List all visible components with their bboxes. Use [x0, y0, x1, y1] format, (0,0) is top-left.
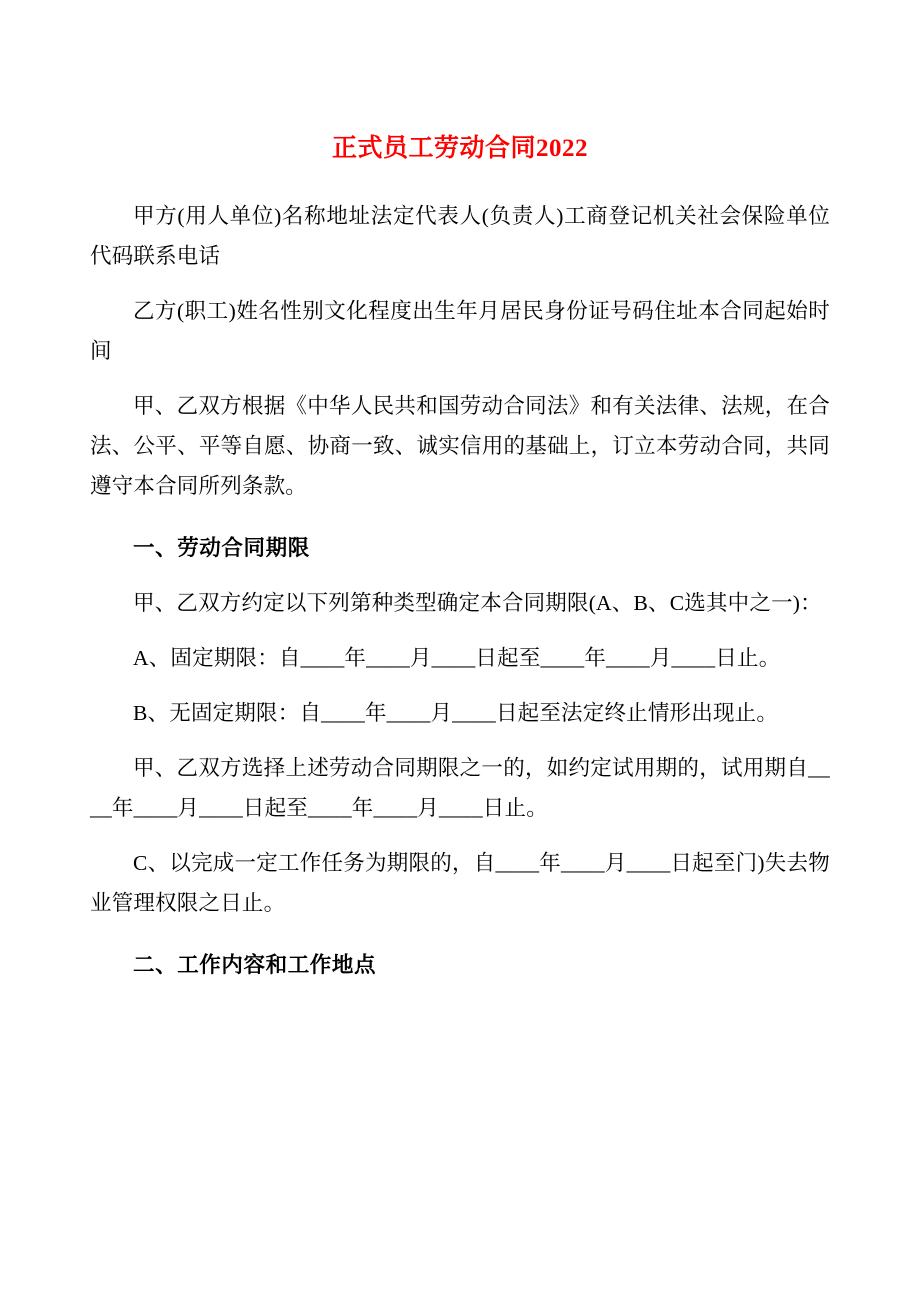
paragraph-clause-b-open-term: B、无固定期限：自____年____月____日起至法定终止情形出现止。: [133, 701, 779, 725]
paragraph-party-b-info: 乙方(职工)姓名性别文化程度出生年月居民身份证号码住址本合同起始时间: [90, 299, 830, 363]
heading-spacer-1: [90, 568, 830, 583]
section-spacer-2: [90, 923, 830, 945]
paragraph-spacer-5: [90, 733, 830, 748]
section-heading-one: 一、劳动合同期限: [133, 536, 310, 560]
section-spacer-1: [90, 506, 830, 528]
paragraph-spacer-1: [90, 276, 830, 291]
document-content: [90, 0, 830, 985]
page-title: 正式员工劳动合同2022: [331, 135, 588, 162]
paragraph-party-a-info: 甲方(用人单位)名称地址法定代表人(负责人)工商登记机关社会保险单位代码联系电话: [90, 204, 830, 268]
paragraph-spacer-2: [90, 371, 830, 386]
paragraph-spacer-4: [90, 678, 830, 693]
paragraph-probation-term: 甲、乙双方选择上述劳动合同期限之一的，如约定试用期的，试用期自____年____月____日起至____年____月____日止。: [90, 756, 830, 820]
paragraph-clause-c-task-term: C、以完成一定工作任务为期限的，自____年____月____日起至门)失去物业管理权限之日止。: [90, 851, 830, 915]
title-spacer: [90, 166, 830, 196]
paragraph-spacer-3: [90, 623, 830, 638]
paragraph-spacer-6: [90, 828, 830, 843]
paragraph-clause-a-fixed-term: A、固定期限：自____年____月____日起至____年____月____日止。: [133, 646, 781, 670]
paragraph-contract-term-intro: 甲、乙双方约定以下列第种类型确定本合同期限(A、B、C选其中之一)：: [133, 591, 822, 615]
paragraph-preamble: 甲、乙双方根据《中华人民共和国劳动合同法》和有关法律、法规，在合法、公平、平等自愿、协商一致、诚实信用的基础上，订立本劳动合同，共同遵守本合同所列条款。: [90, 394, 830, 498]
section-heading-two: 二、工作内容和工作地点: [133, 953, 377, 977]
